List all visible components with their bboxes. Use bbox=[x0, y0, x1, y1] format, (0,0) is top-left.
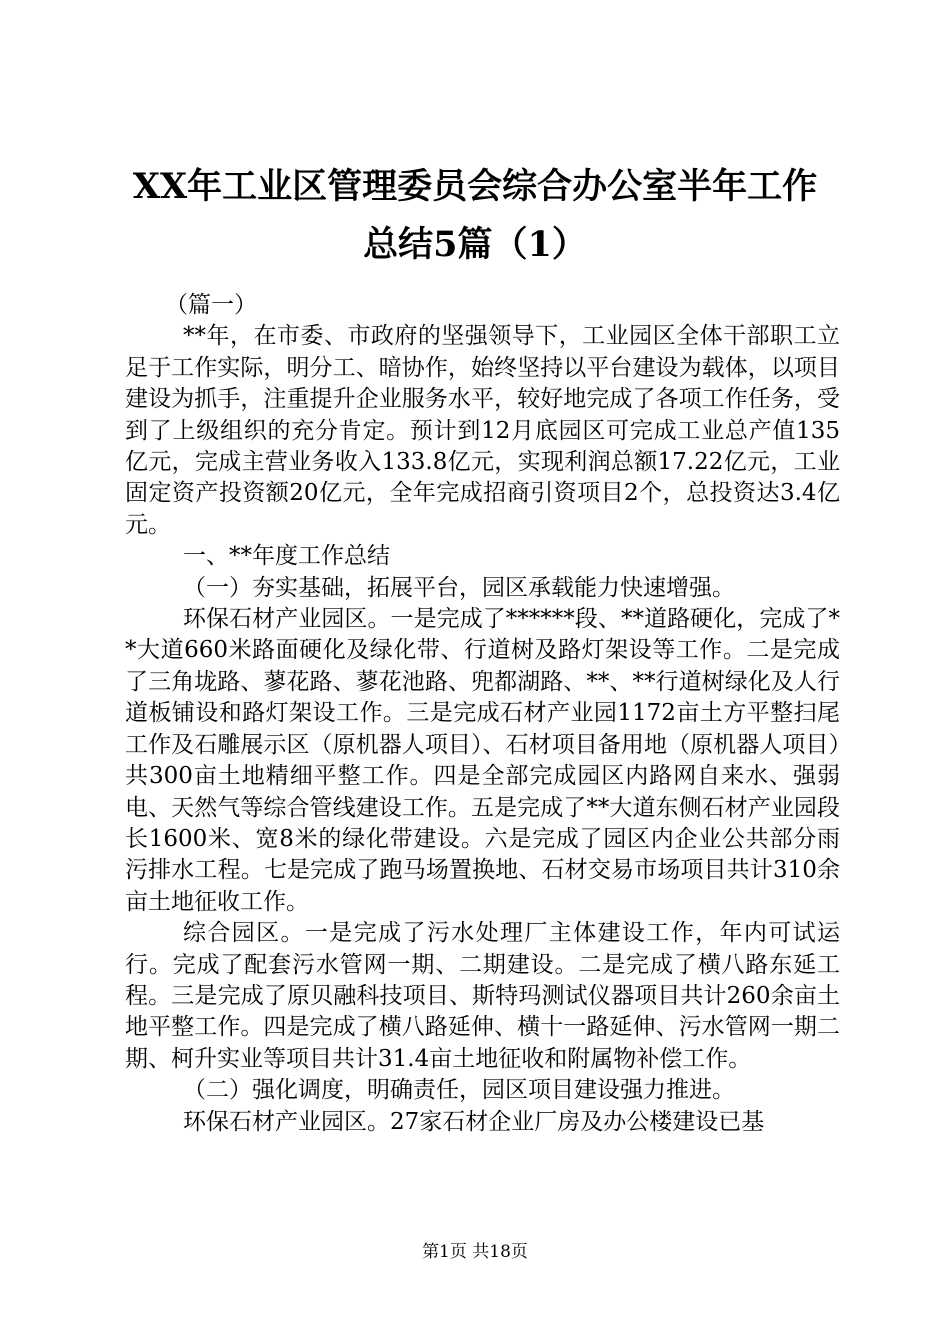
document-title bbox=[110, 158, 840, 274]
paragraph-integrated-park: 综合园区。一是完成了污水处理厂主体建设工作，年内可试运行。完成了配套污水管网一期、二期建设。二是完成了横八路东延工程。三是完成了原贝融科技项目、斯特玛测试仪器项目共计260余亩土地平整工作。四是完成了横八路延伸、横十一路延伸、污水管网一期二期、柯升实业等项目共计31.4亩土地征收和附属物补偿工作。 bbox=[125, 920, 840, 1072]
subheading-1: （一）夯实基础，拓展平台，园区承载能力快速增强。 bbox=[183, 574, 735, 601]
title-line-2: 总结5篇（1） bbox=[363, 224, 587, 265]
intro-paragraph: **年，在市委、市政府的坚强领导下，工业园区全体干部职工立足于工作实际，明分工、暗协作，始终坚持以平台建设为载体，以项目建设为抓手，注重提升企业服务水平，较好地完成了各项工作任务，受到了上级组织的充分肯定。预计到12月底园区可完成工业总产值135亿元，完成主营业务收入133.8亿元，实现利润总额17.22亿元，工业固定资产投资额20亿元，全年完成招商引资项目2个，总投资达3.4亿元。 bbox=[125, 323, 840, 538]
subheading-2: （二）强化调度，明确责任，园区项目建设强力推进。 bbox=[183, 1077, 735, 1104]
title-line-1: XX年工业区管理委员会综合办公室半年工作 bbox=[132, 166, 818, 207]
section-label: （篇一） bbox=[165, 292, 257, 318]
paragraph-stone-park-projects: 环保石材产业园区。27家石材企业厂房及办公楼建设已基 bbox=[183, 1108, 765, 1135]
page-footer: 第1页 共18页 bbox=[422, 1242, 528, 1262]
heading-annual-summary: 一、**年度工作总结 bbox=[183, 543, 390, 570]
document-body bbox=[125, 290, 840, 1138]
paragraph-stone-park: 环保石材产业园区。一是完成了******段、**道路硬化，完成了**大道660米路面硬化及绿化带、行道树及路灯架设等工作。二是完成了三角垅路、蓼花路、蓼花池路、兜都湖路、**、**行道树绿化及人行道板铺设和路灯架设工作。三是完成石材产业园1172亩土方平整扫尾工作及石雕展示区（原机器人项目）、石材项目备用地（原机器人项目）共300亩土地精细平整工作。四是全部完成园区内路网自来水、强弱电、天然气等综合管线建设工作。五是完成了**大道东侧石材产业园段长1600米、宽8米的绿化带建设。六是完成了园区内企业公共部分雨污排水工程。七是完成了跑马场置换地、石材交易市场项目共计310余亩土地征收工作。 bbox=[125, 606, 840, 915]
